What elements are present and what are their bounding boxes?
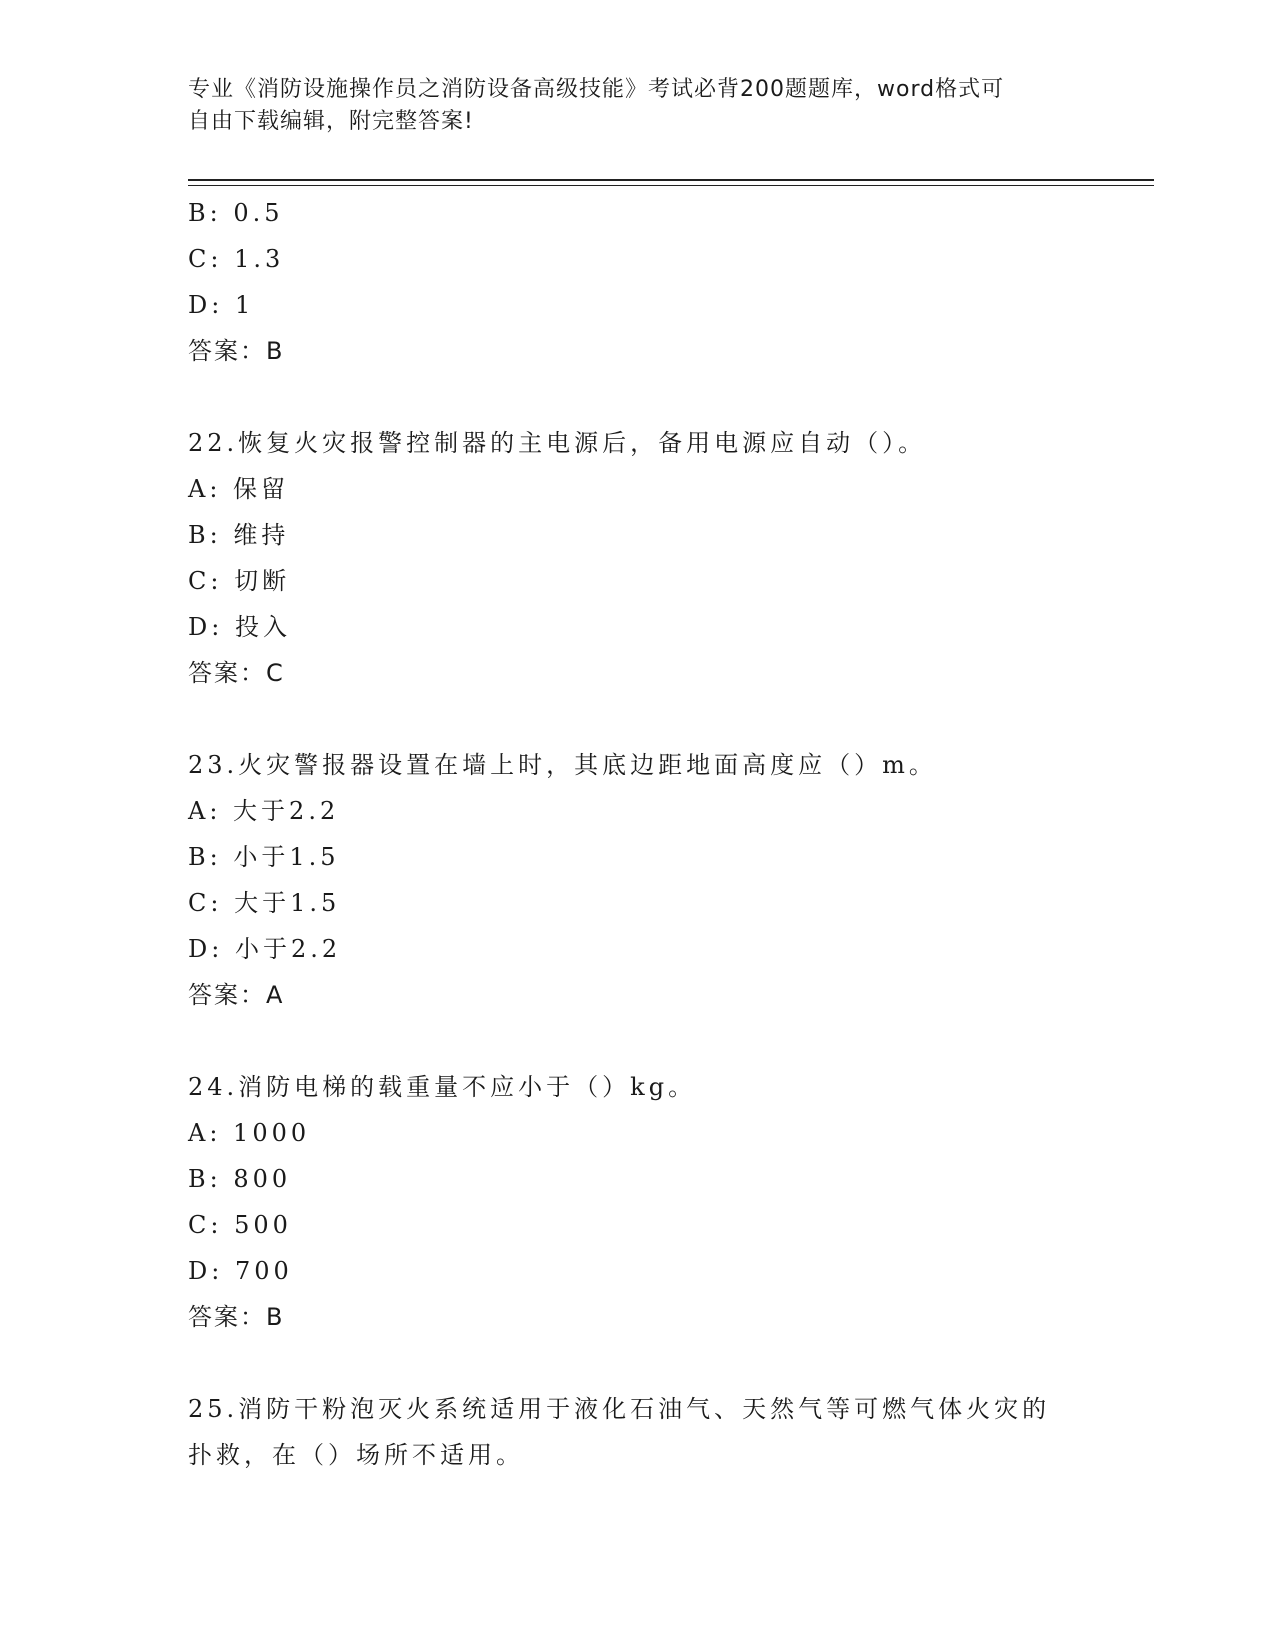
option-b: B: 维持 [188, 521, 290, 549]
question-stem: 22.恢复火灾报警控制器的主电源后，备用电源应自动（）。 [188, 429, 927, 457]
header-line-1: 专业《消防设施操作员之消防设备高级技能》考试必背200题题库，word格式可 [188, 77, 1005, 102]
answer-label: 答案：A [188, 981, 285, 1009]
spacer [188, 1340, 1154, 1386]
option-d: D: 投入 [188, 613, 291, 641]
question-22 [188, 420, 1154, 696]
question-21-tail [188, 190, 1154, 374]
spacer [188, 374, 1154, 420]
option-c: C: 切断 [188, 567, 291, 595]
option-b: B: 小于1.5 [188, 843, 340, 871]
question-25 [188, 1386, 1154, 1478]
option-c: C: 大于1.5 [188, 889, 341, 917]
question-24 [188, 1064, 1154, 1340]
option-c: C: 500 [188, 1211, 292, 1239]
question-stem: 24.消防电梯的载重量不应小于（）kg。 [188, 1073, 697, 1101]
option-a: A: 1000 [188, 1119, 311, 1147]
option-b: B: 800 [188, 1165, 292, 1193]
document-header [188, 74, 1088, 138]
question-stem-line-1: 25.消防干粉泡灭火系统适用于液化石油气、天然气等可燃气体火灾的 [188, 1395, 1051, 1423]
option-b: B: 0.5 [188, 199, 284, 227]
question-stem-line-2: 扑救，在（）场所不适用。 [188, 1441, 524, 1469]
option-d: D: 700 [188, 1257, 293, 1285]
answer-label: 答案：B [188, 1303, 285, 1331]
question-23 [188, 742, 1154, 1018]
question-stem: 23.火灾警报器设置在墙上时，其底边距地面高度应（）m。 [188, 751, 937, 779]
question-list [188, 190, 1154, 1478]
option-a: A: 保留 [188, 475, 290, 503]
option-c: C: 1.3 [188, 245, 285, 273]
answer-label: 答案：C [188, 659, 285, 687]
spacer [188, 1018, 1154, 1064]
option-a: A: 大于2.2 [188, 797, 340, 825]
option-d: D: 小于2.2 [188, 935, 342, 963]
option-d: D: 1 [188, 291, 255, 319]
header-divider [188, 179, 1154, 186]
header-line-2: 自由下载编辑，附完整答案! [188, 109, 474, 134]
answer-label: 答案：B [188, 337, 285, 365]
spacer [188, 696, 1154, 742]
